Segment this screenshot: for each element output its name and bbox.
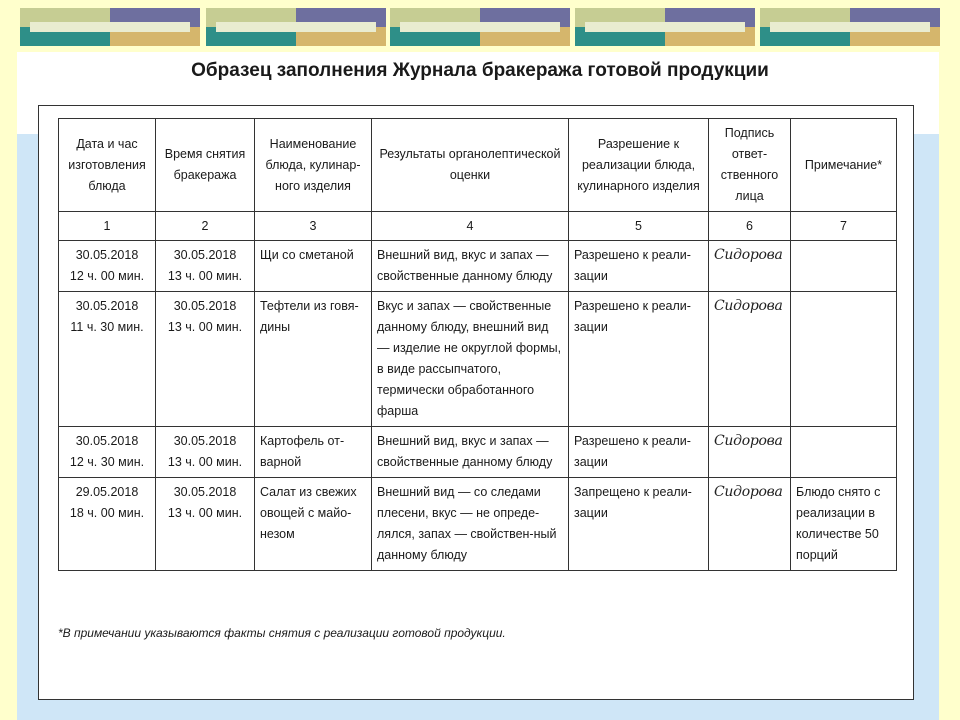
banner-tile — [575, 8, 755, 46]
column-number: 3 — [255, 212, 372, 241]
column-number: 7 — [791, 212, 897, 241]
banner-tile — [390, 8, 570, 46]
time-value: 12 ч. 00 мин. — [69, 269, 145, 283]
time-value: 12 ч. 30 мин. — [69, 455, 145, 469]
cell-date — [59, 292, 156, 427]
cell-check-time — [156, 292, 255, 427]
column-number: 2 — [156, 212, 255, 241]
cell-note — [791, 241, 897, 292]
date-value: 30.05.2018 — [173, 485, 237, 499]
signature: Сидорова — [714, 484, 783, 500]
table-row — [59, 427, 897, 478]
time-value: 13 ч. 00 мин. — [167, 506, 243, 520]
signature: Сидорова — [714, 433, 783, 449]
header-date: Дата и час изготовления блюда — [59, 119, 156, 212]
column-number: 5 — [569, 212, 709, 241]
decorative-banner — [20, 8, 940, 46]
time-value: 18 ч. 00 мин. — [69, 506, 145, 520]
cell-check-time — [156, 427, 255, 478]
column-number: 4 — [372, 212, 569, 241]
cell-signature — [709, 241, 791, 292]
cell-result: Внешний вид, вкус и запах — свойственные данному блюду — [372, 241, 569, 292]
banner-tile — [206, 8, 386, 46]
column-number-row — [59, 212, 897, 241]
table-row — [59, 292, 897, 427]
cell-note — [791, 427, 897, 478]
cell-signature — [709, 292, 791, 427]
cell-dish: Салат из свежих овощей с майо-незом — [255, 478, 372, 571]
cell-check-time — [156, 478, 255, 571]
header-note: Примечание* — [791, 119, 897, 212]
time-value: 13 ч. 00 мин. — [167, 269, 243, 283]
footnote: *В примечании указываются факты снятия с реализации готовой продукции. — [58, 626, 506, 640]
cell-signature — [709, 478, 791, 571]
table-row — [59, 241, 897, 292]
cell-date — [59, 427, 156, 478]
signature: Сидорова — [714, 247, 783, 263]
cell-signature — [709, 427, 791, 478]
header-check-time: Время снятия бракеража — [156, 119, 255, 212]
table-row — [59, 478, 897, 571]
date-value: 30.05.2018 — [75, 299, 139, 313]
signature: Сидорова — [714, 298, 783, 314]
banner-tile — [760, 8, 940, 46]
cell-date — [59, 241, 156, 292]
side-strip — [939, 52, 960, 720]
cell-dish: Картофель от-варной — [255, 427, 372, 478]
cell-date — [59, 478, 156, 571]
column-number: 6 — [709, 212, 791, 241]
cell-dish: Щи со сметаной — [255, 241, 372, 292]
column-number: 1 — [59, 212, 156, 241]
cell-permission: Запрещено к реали-зации — [569, 478, 709, 571]
cell-result: Вкус и запах — свойственные данному блюду, внешний вид — изделие не округлой формы, в виде рассыпчатого, термически обработанного фарша — [372, 292, 569, 427]
cell-check-time — [156, 241, 255, 292]
page-title: Образец заполнения Журнала бракеража готовой продукции — [191, 60, 769, 81]
cell-dish: Тефтели из говя-дины — [255, 292, 372, 427]
header-dish-name: Наименование блюда, кулинар-ного изделия — [255, 119, 372, 212]
time-value: 13 ч. 00 мин. — [167, 455, 243, 469]
date-value: 30.05.2018 — [173, 434, 237, 448]
header-permission: Разрешение к реализации блюда, кулинарного изделия — [569, 119, 709, 212]
cell-result: Внешний вид, вкус и запах — свойственные данному блюду — [372, 427, 569, 478]
cell-note — [791, 292, 897, 427]
header-row — [59, 119, 897, 212]
cell-permission: Разрешено к реали-зации — [569, 292, 709, 427]
banner-tile — [20, 8, 200, 46]
cell-note: Блюдо снято с реализации в количестве 50 порций — [791, 478, 897, 571]
time-value: 11 ч. 30 мин. — [70, 320, 144, 334]
date-value: 30.05.2018 — [75, 434, 139, 448]
cell-result: Внешний вид — со следами плесени, вкус — не опреде-лялся, запах — свойствен-ный данному блюду — [372, 478, 569, 571]
cell-permission: Разрешено к реали-зации — [569, 427, 709, 478]
date-value: 30.05.2018 — [173, 248, 237, 262]
time-value: 13 ч. 00 мин. — [167, 320, 243, 334]
date-value: 30.05.2018 — [75, 248, 139, 262]
date-value: 29.05.2018 — [75, 485, 139, 499]
header-signature: Подпись ответ-ственного лица — [709, 119, 791, 212]
date-value: 30.05.2018 — [173, 299, 237, 313]
cell-permission: Разрешено к реали-зации — [569, 241, 709, 292]
journal-table — [58, 118, 897, 571]
header-results: Результаты органолептической оценки — [372, 119, 569, 212]
